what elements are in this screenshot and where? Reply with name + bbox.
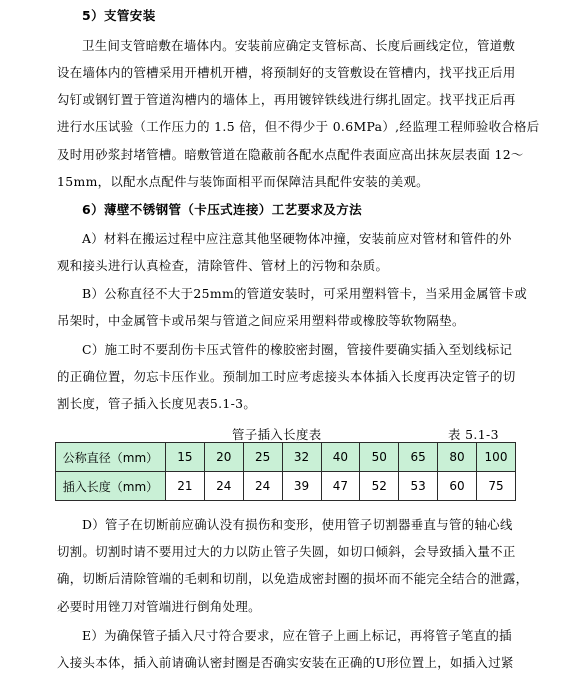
paragraph-c-line: 割长度，管子插入长度见表5.1-3。 <box>57 396 257 411</box>
table-row <box>56 472 516 501</box>
diameter-cell: 40 <box>321 443 360 472</box>
table-number: 表 5.1-3 <box>448 427 499 442</box>
paragraph-d-line: 切割。切割时请不要用过大的力以防止管子失圆，如切口倾斜，会导致插入量不正 <box>57 544 516 559</box>
paragraph-e-line: E）为确保管子插入尺寸符合要求，应在管子上画上标记，再将管子笔直的插 <box>82 628 512 643</box>
section-5-heading: 5）支管安装 <box>82 8 156 23</box>
section-5-line: 设在墙体内的管槽采用开槽机开槽，将预制好的支管敷设在管槽内，找平找正后用 <box>57 65 516 80</box>
length-cell: 24 <box>204 472 243 501</box>
paragraph-c-line: 的正确位置，勿忘卡压作业。预制加工时应考虑接头本体插入长度再决定管子的切 <box>57 369 516 384</box>
diameter-cell: 65 <box>399 443 438 472</box>
paragraph-d-line: D）管子在切断前应确认没有损伤和变形，使用管子切割器垂直与管的轴心线 <box>82 517 513 532</box>
table-row <box>56 443 516 472</box>
section-5-line: 勾钉或钢钉置于管道沟槽内的墙体上，再用镀锌铁线进行绑扎固定。找平找正后再 <box>57 92 516 107</box>
section-5-line: 及时用砂浆封堵管槽。暗敷管道在隐蔽前各配水点配件表面应高出抹灰层表面 12～ <box>57 147 524 162</box>
section-5-line: 卫生间支管暗敷在墙体内。安装前应确定支管标高、长度后画线定位，管道敷 <box>82 38 516 53</box>
insertion-length-table <box>55 442 516 501</box>
length-cell: 47 <box>321 472 360 501</box>
diameter-cell: 15 <box>166 443 205 472</box>
paragraph-e-line: 入接头本体，插入前请确认密封圈是否确实安装在正确的U形位置上，如插入过紧 <box>57 655 514 670</box>
paragraph-a-line: 观和接头进行认真检查，清除管件、管材上的污物和杂质。 <box>57 258 389 273</box>
length-cell: 21 <box>166 472 205 501</box>
section-5-line: 15mm，以配水点配件与装饰面相平而保障洁具配件安装的美观。 <box>57 174 429 189</box>
diameter-cell: 100 <box>477 443 516 472</box>
length-cell: 39 <box>282 472 321 501</box>
table-title: 管子插入长度表 <box>232 427 322 442</box>
length-cell: 52 <box>360 472 399 501</box>
diameter-cell: 80 <box>438 443 477 472</box>
section-5-line: 进行水压试验（工作压力的 1.5 倍，但不得少于 0.6MPa）,经监理工程师验收合格后 <box>57 119 540 134</box>
row-header-length: 插入长度（mm） <box>56 472 166 501</box>
section-6-heading: 6）薄壁不锈钢管（卡压式连接）工艺要求及方法 <box>82 202 362 217</box>
paragraph-c-line: C）施工时不要刮伤卡压式管件的橡胶密封圈，管接件要确实插入至划线标记 <box>82 342 513 357</box>
diameter-cell: 50 <box>360 443 399 472</box>
length-cell: 75 <box>477 472 516 501</box>
length-cell: 24 <box>243 472 282 501</box>
length-cell: 60 <box>438 472 477 501</box>
diameter-cell: 20 <box>204 443 243 472</box>
diameter-cell: 32 <box>282 443 321 472</box>
paragraph-b-line: B）公称直径不大于25mm的管道安装时，可采用塑料管卡，当采用金属管卡或 <box>82 286 528 301</box>
paragraph-d-line: 必要时用锉刀对管端进行倒角处理。 <box>57 599 261 614</box>
diameter-cell: 25 <box>243 443 282 472</box>
row-header-diameter: 公称直径（mm） <box>56 443 166 472</box>
paragraph-a-line: A）材料在搬运过程中应注意其他坚硬物体冲撞，安装前应对管材和管件的外 <box>82 231 512 246</box>
paragraph-d-line: 确，切断后清除管端的毛刺和切削，以免造成密封圈的损坏而不能完全结合的泄露， <box>57 571 529 586</box>
paragraph-b-line: 吊架时，中金属管卡或吊架与管道之间应采用塑料带或橡胶等软物隔垫。 <box>57 313 465 328</box>
length-cell: 53 <box>399 472 438 501</box>
